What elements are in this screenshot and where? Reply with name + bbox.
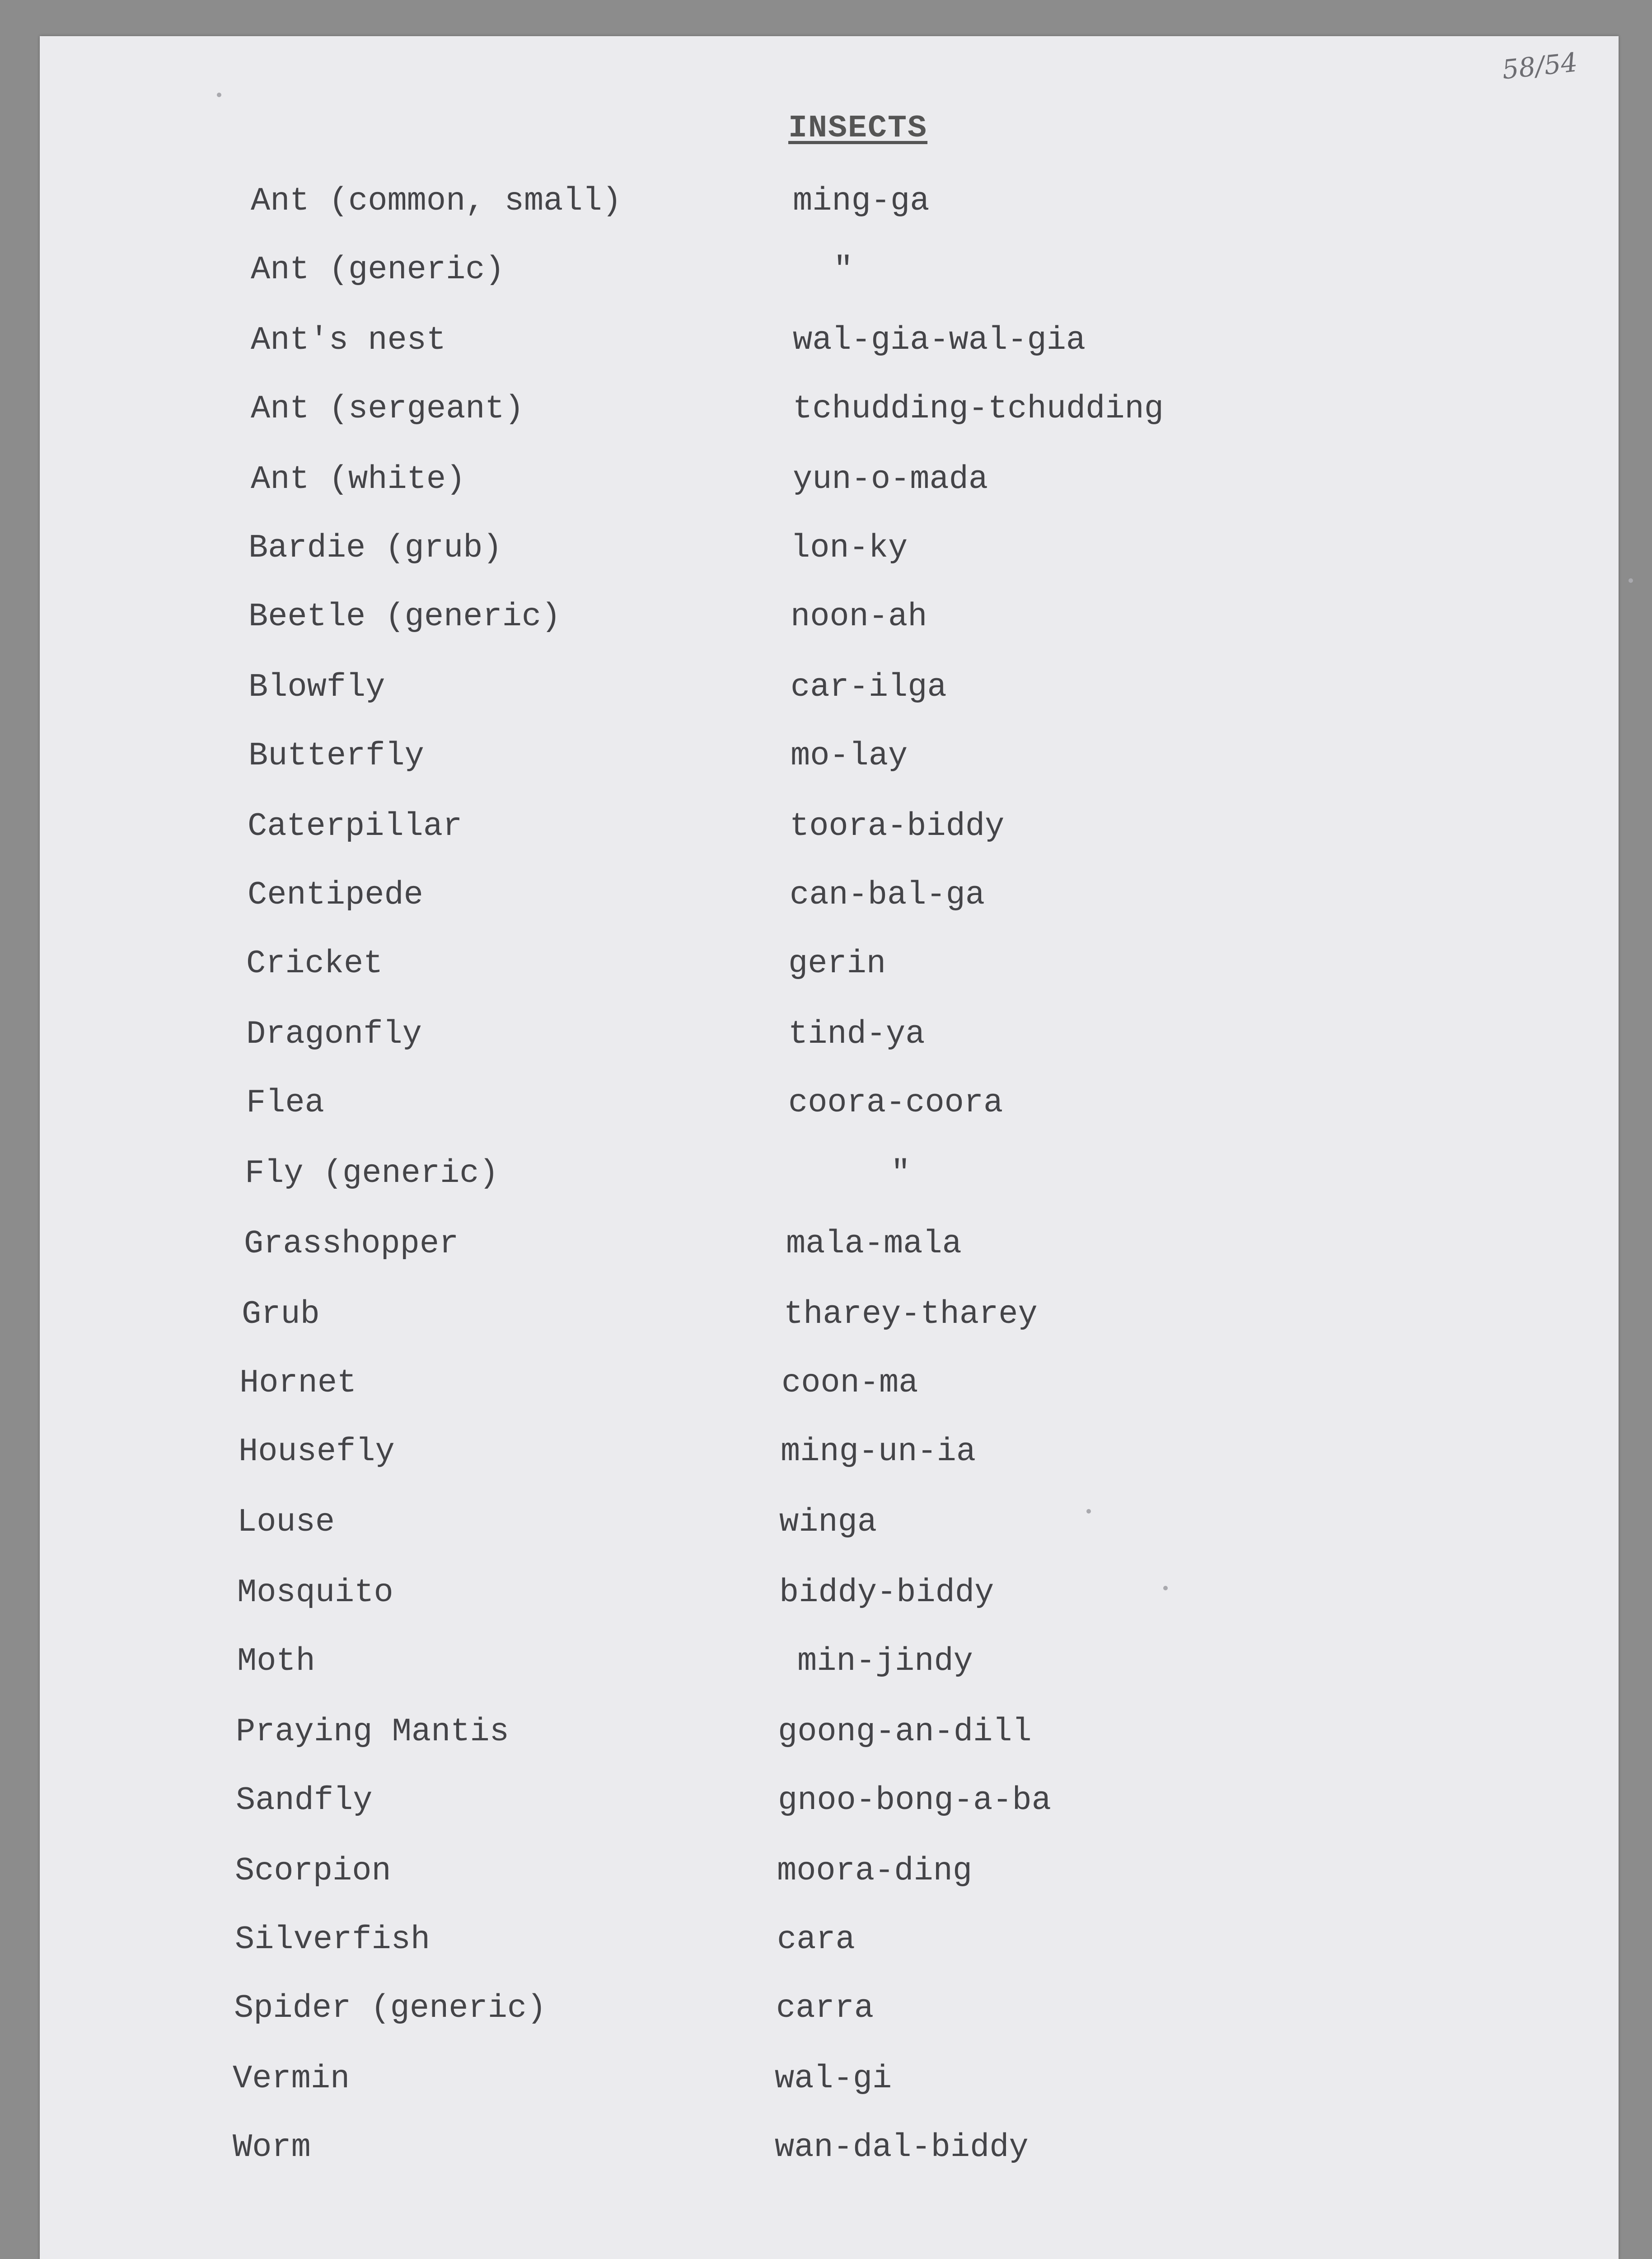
page-number: 58/54 <box>1500 47 1579 85</box>
list-item <box>248 523 1604 573</box>
list-item <box>251 315 1606 365</box>
list-item <box>237 1497 1592 1547</box>
english-term: Ant (common, small) <box>251 183 622 220</box>
list-item <box>248 731 1604 781</box>
english-term: Louse <box>237 1504 335 1541</box>
english-term: Grasshopper <box>244 1225 459 1262</box>
english-term: Worm <box>233 2129 311 2166</box>
english-term: Flea <box>246 1084 324 1121</box>
native-term: wal-gi <box>775 2060 892 2097</box>
list-item <box>245 1148 1600 1198</box>
ditto-mark: " <box>833 251 853 288</box>
native-term: gnoo-bong-a-ba <box>778 1782 1051 1819</box>
native-term: goong-an-dill <box>778 1713 1032 1750</box>
list-item <box>242 1289 1597 1339</box>
english-term: Ant (sergeant) <box>251 390 524 427</box>
native-term: gerin <box>788 945 886 982</box>
native-term: coora-coora <box>788 1084 1003 1121</box>
english-term: Spider (generic) <box>234 1990 547 2027</box>
list-item <box>236 1707 1591 1757</box>
english-term: Sandfly <box>236 1782 373 1819</box>
native-term: mala-mala <box>786 1225 962 1262</box>
list-item <box>237 1636 1592 1686</box>
english-term: Beetle (generic) <box>248 598 561 635</box>
list-item <box>246 1078 1601 1128</box>
english-term: Grub <box>242 1296 320 1333</box>
paper-speck <box>217 93 221 97</box>
english-term: Ant (white) <box>251 461 466 498</box>
list-item <box>244 1219 1599 1269</box>
english-term: Hornet <box>239 1364 357 1401</box>
list-item <box>237 1568 1592 1617</box>
native-term: ming-un-ia <box>781 1433 976 1470</box>
english-term: Housefly <box>239 1433 395 1470</box>
list-item <box>248 870 1603 920</box>
native-term: ming-ga <box>793 183 930 220</box>
native-term: tchudding-tchudding <box>793 390 1164 427</box>
list-item <box>239 1427 1594 1476</box>
list-item <box>234 1983 1589 2033</box>
english-term: Ant's nest <box>251 322 446 359</box>
english-term: Caterpillar <box>248 808 463 845</box>
native-term: noon-ah <box>791 598 927 635</box>
english-term: Scorpion <box>235 1852 391 1889</box>
native-term: cara <box>777 1921 855 1958</box>
list-item <box>248 801 1603 851</box>
list-item <box>248 592 1604 642</box>
native-term: wal-gia-wal-gia <box>793 322 1086 359</box>
english-term: Silverfish <box>235 1921 431 1958</box>
english-term: Ant (generic) <box>251 251 505 288</box>
native-term: carra <box>776 1990 874 2027</box>
native-term: tharey-tharey <box>784 1296 1038 1333</box>
list-item <box>235 1846 1590 1896</box>
list-item <box>239 1358 1595 1408</box>
paper-speck <box>1086 1509 1091 1514</box>
english-term: Bardie (grub) <box>248 530 502 567</box>
native-term: moora-ding <box>777 1852 973 1889</box>
native-term: biddy-biddy <box>779 1574 994 1611</box>
list-item <box>235 1915 1590 1964</box>
native-term: yun-o-mada <box>793 461 988 498</box>
list-item <box>233 2123 1588 2172</box>
list-item <box>246 939 1601 989</box>
list-item <box>236 1776 1591 1825</box>
english-term: Centipede <box>248 876 423 914</box>
list-item <box>251 245 1606 295</box>
native-term: coon-ma <box>782 1364 918 1401</box>
list-item <box>248 662 1604 712</box>
english-term: Vermin <box>233 2060 350 2097</box>
english-term: Fly (generic) <box>245 1155 499 1192</box>
english-term: Cricket <box>246 945 383 982</box>
paper-speck <box>1163 1586 1168 1590</box>
english-term: Mosquito <box>237 1574 393 1611</box>
native-term: wan-dal-biddy <box>775 2129 1029 2166</box>
native-term: winga <box>779 1504 877 1541</box>
list-item <box>251 384 1606 434</box>
list-item <box>251 455 1606 504</box>
native-term: toora-biddy <box>790 808 1005 845</box>
list-item <box>233 2054 1588 2104</box>
paper-speck <box>1629 578 1633 583</box>
native-term: can-bal-ga <box>790 876 985 914</box>
english-term: Praying Mantis <box>236 1713 509 1750</box>
english-term: Dragonfly <box>246 1016 422 1053</box>
native-term: min-jindy <box>797 1643 973 1680</box>
english-term: Butterfly <box>248 737 424 774</box>
list-item <box>251 176 1606 226</box>
native-term: tind-ya <box>788 1016 925 1053</box>
list-item <box>246 1009 1601 1059</box>
native-term: car-ilga <box>791 669 947 706</box>
native-term: mo-lay <box>791 737 908 774</box>
page-title: INSECTS <box>788 111 928 146</box>
ditto-mark: " <box>891 1155 911 1192</box>
native-term: lon-ky <box>791 530 908 567</box>
english-term: Moth <box>237 1643 315 1680</box>
english-term: Blowfly <box>248 669 385 706</box>
